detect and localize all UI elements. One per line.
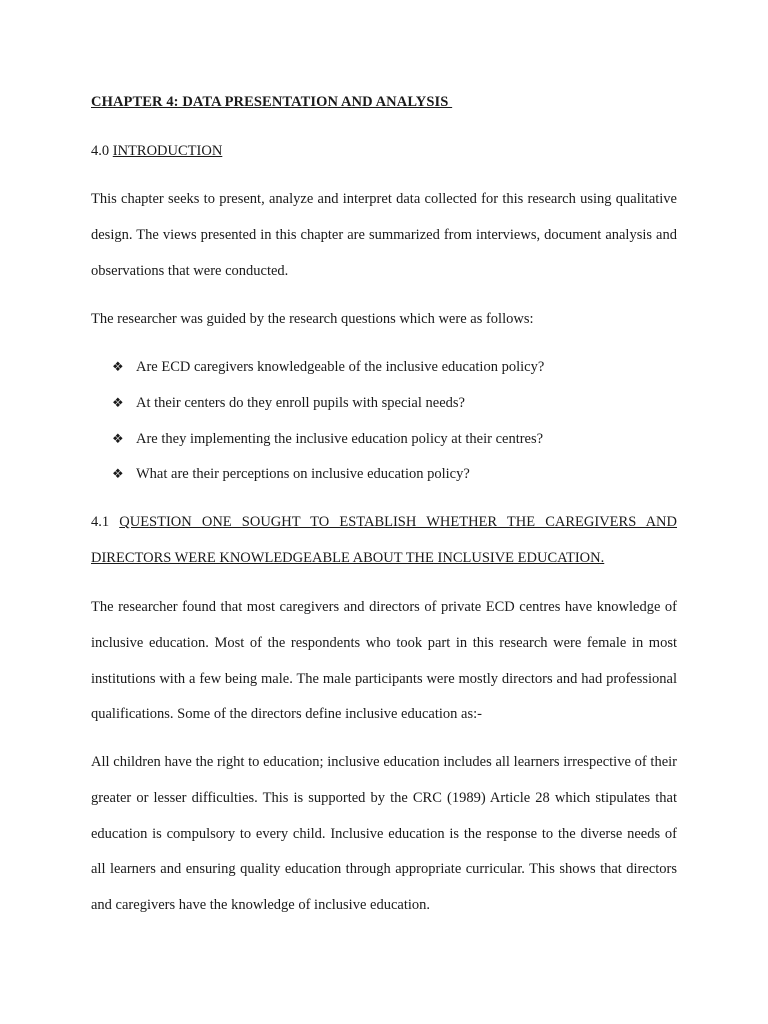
- intro-heading-number: 4.0: [91, 143, 113, 159]
- intro-paragraph: This chapter seeks to present, analyze and interpret data collected for this research using qualitative design. The views presented in this chapter are summarized from interviews, document analysis and observations that were conducted.: [91, 191, 677, 279]
- guided-paragraph: The researcher was guided by the research questions which were as follows:: [91, 311, 534, 327]
- intro-heading: [91, 143, 222, 160]
- section-heading-number: 4.1: [91, 514, 120, 530]
- section-heading-title: QUESTION ONE SOUGHT TO ESTABLISH WHETHER THE CAREGIVERS AND DIRECTORS WERE KNOWLEDGEABLE ABOUT THE INCLUSIVE EDUCATION.: [91, 514, 678, 566]
- diamond-bullet-icon: ❖: [112, 467, 124, 483]
- diamond-bullet-icon: ❖: [112, 395, 124, 411]
- list-item: [112, 386, 544, 422]
- intro-heading-title: INTRODUCTION: [112, 143, 223, 159]
- research-questions-list: [112, 350, 544, 493]
- question-text: Are they implementing the inclusive education policy at their centres?: [136, 430, 544, 447]
- diamond-bullet-icon: ❖: [112, 360, 124, 375]
- diamond-bullet-icon: ❖: [112, 431, 124, 447]
- question-text: At their centers do they enroll pupils with special needs?: [136, 394, 465, 411]
- chapter-title: CHAPTER 4: DATA PRESENTATION AND ANALYSIS: [91, 94, 453, 110]
- list-item: [112, 350, 544, 386]
- list-item: [112, 422, 544, 458]
- definition-paragraph: All children have the right to education; inclusive education includes all learners irrespective of their greater or lesser difficulties. This is supported by the CRC (1989) Article 28 which stipulates that education is compulsory to every child. Inclusive education is the response to the diverse needs of all learners and ensuring quality education through appropriate curricular. This shows that directors and caregivers have the knowledge of inclusive education.: [91, 754, 677, 914]
- section-heading: [91, 505, 677, 577]
- question-text: What are their perceptions on inclusive education policy?: [136, 466, 470, 483]
- findings-paragraph: The researcher found that most caregivers and directors of private ECD centres have knowledge of inclusive education. Most of the respondents who took part in this research were female in most institutions with a few being male. The male participants were mostly directors and had professional qualifications. Some of the directors define inclusive education as:-: [91, 599, 677, 723]
- list-item: [112, 457, 544, 493]
- question-text: Are ECD caregivers knowledgeable of the inclusive education policy?: [136, 359, 545, 375]
